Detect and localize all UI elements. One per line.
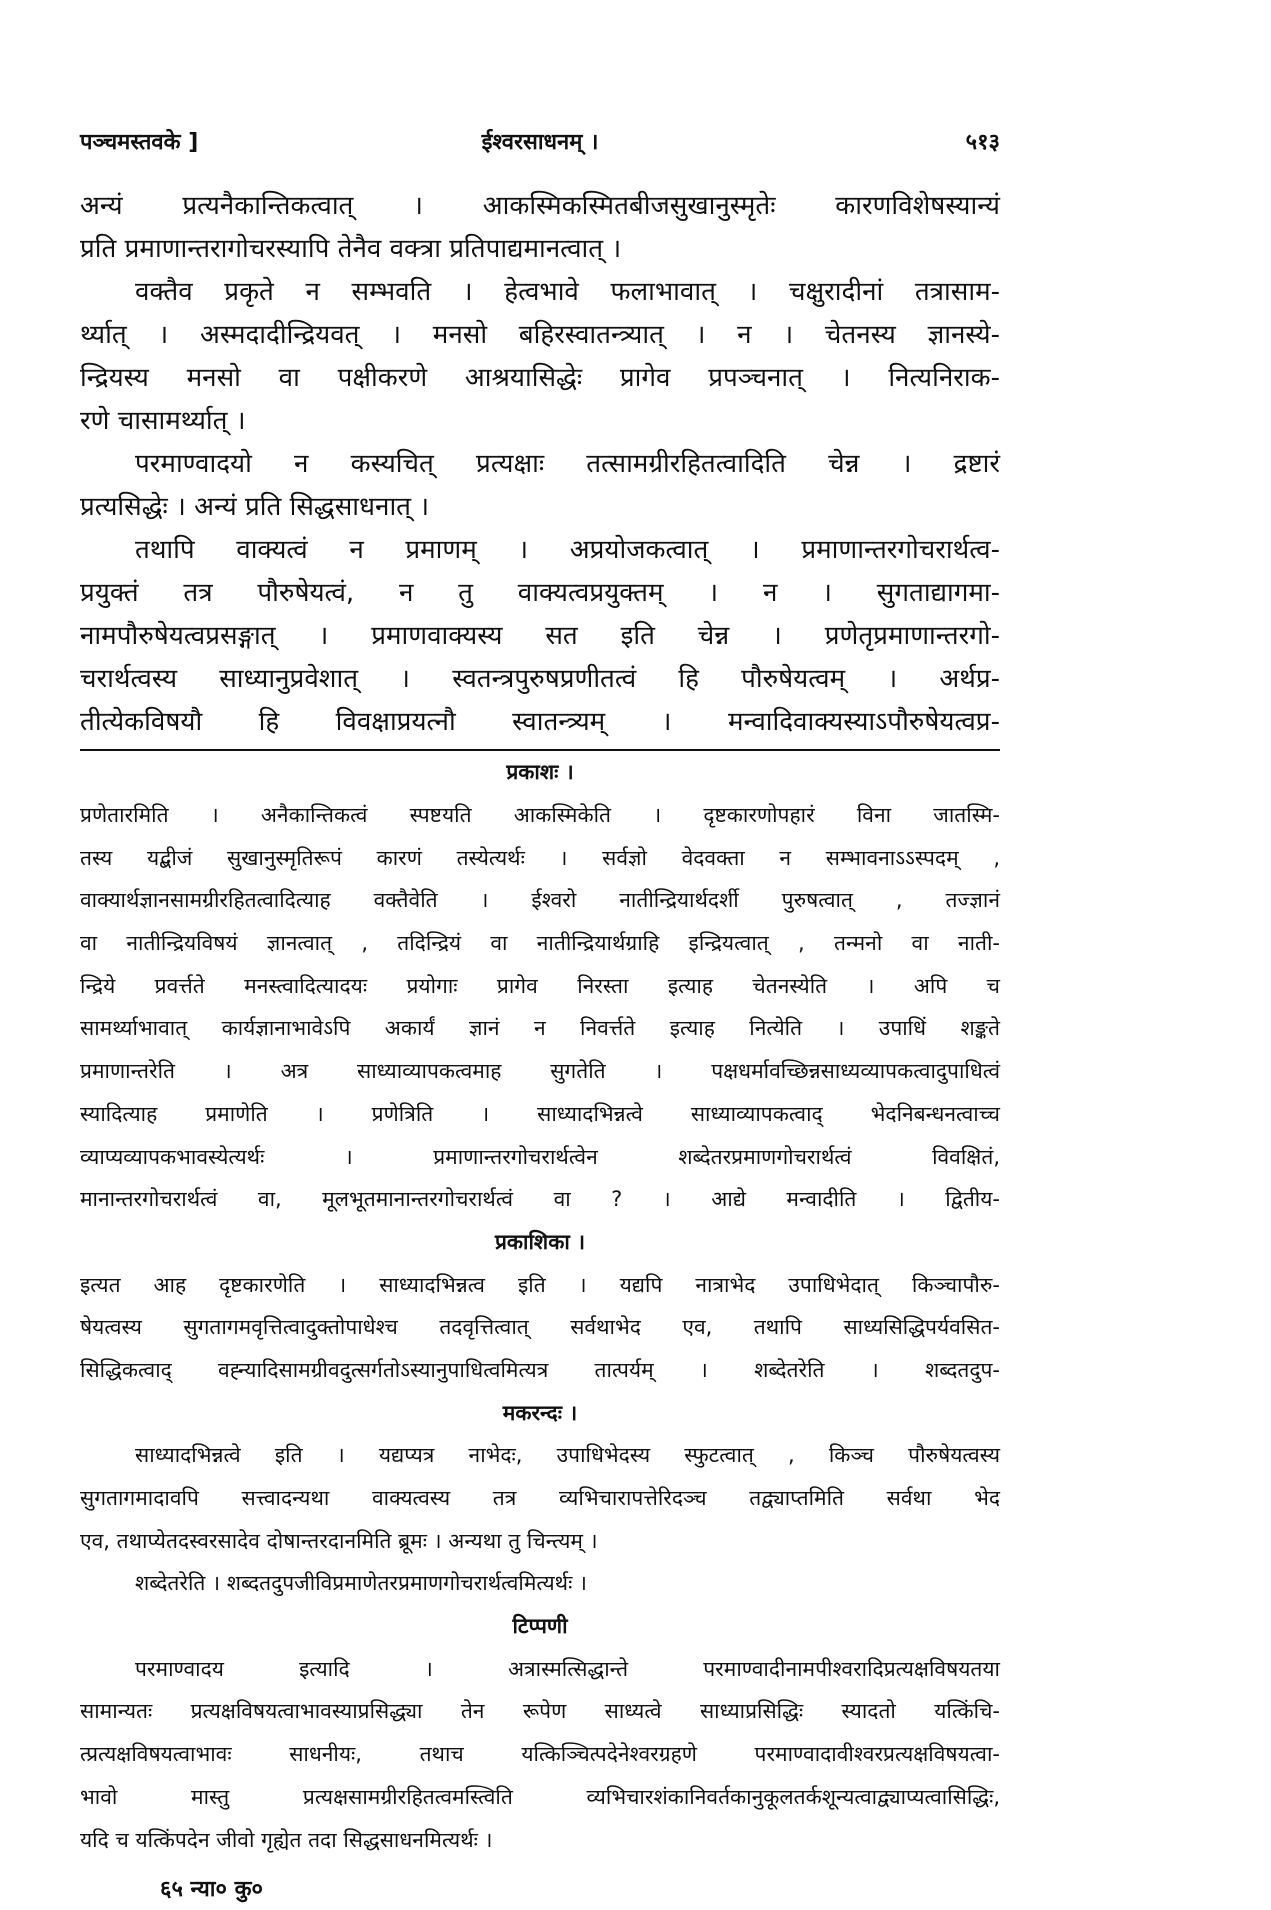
main-text-line: वक्तैव प्रकृते न सम्भवति । हेत्वभावे फलाभावात् । चक्षुरादीनां तत्रासाम- <box>135 277 1000 307</box>
main-text-line: अन्यं प्रत्यनैकान्तिकत्वात् । आकस्मिकस्मितबीजसुखानुस्मृतेः कारणविशेषस्यान्यं <box>80 191 1000 221</box>
commentary-line: सामर्थ्याभावात् कार्यज्ञानाभावेऽपि अकार्यं ज्ञानं न निवर्त्तते इत्याह नित्येति । उपाधिं शङ्कते <box>80 1016 1000 1041</box>
commentary-line: वा नातीन्द्रियविषयं ज्ञानत्वात् , तदिन्द्रियं वा नातीन्द्रियार्थग्राहि इन्द्रियत्वात् , तन्मनो वा नाती- <box>80 931 1000 956</box>
commentary-line: वाक्यार्थज्ञानसामग्रीरहितत्वादित्याह वक्तैवेति । ईश्वरो नातीन्द्रियार्थदर्शी पुरुषत्वात् , तज्ज्ञानं <box>80 888 1000 913</box>
main-text-line: प्रयुक्तं तत्र पौरुषेयत्वं, न तु वाक्यत्वप्रयुक्तम् । न । सुगताद्यागमा- <box>80 578 1000 608</box>
commentary-line: स्यादित्याह प्रमाणेति । प्रणेत्रिति । साध्यादभिन्नत्वे साध्याव्यापकत्वाद् भेदनिबन्धनत्वाच्च <box>80 1101 1000 1126</box>
commentary-line: एव, तथाप्येतदस्वरसादेव दोषान्तरदानमिति ब्रूमः । अन्यथा तु चिन्त्यम् । <box>80 1528 598 1553</box>
commentary-block <box>80 794 1000 1861</box>
commentary-line: शब्देतरेति । शब्दतदुपजीविप्रमाणेतरप्रमाणगोचरार्थत्वमित्यर्थः । <box>135 1571 587 1596</box>
main-text-line: तीत्येकविषयौ हि विवक्षाप्रयत्नौ स्वातन्त्र्यम् । मन्वादिवाक्यस्याऽपौरुषेयत्वप्र- <box>80 707 1000 737</box>
commentary-heading: मकरन्दः । <box>502 1400 578 1425</box>
commentary-line: भावो मास्तु प्रत्यक्षसामग्रीरहितत्वमस्त्विति व्यभिचारशंकानिवर्तकानुकूलतर्कशून्यत्वाद्व्याप्यत्वासिद्धिः, <box>80 1784 1000 1809</box>
main-text <box>80 185 1000 744</box>
commentary-heading-prakasha: प्रकाशः । <box>506 760 574 784</box>
section-divider <box>80 749 1000 751</box>
page-title: ईश्वरसाधनम् । <box>481 130 599 155</box>
main-text-line: परमाण्वादयो न कस्यचित् प्रत्यक्षाः तत्सामग्रीरहितत्वादिति चेन्न । द्रष्टारं <box>135 449 1000 479</box>
running-head <box>80 126 1000 160</box>
commentary-line: मानान्तरगोचरार्थत्वं वा, मूलभूतमानान्तरगोचरार्थत्वं वा ? । आद्ये मन्वादीति । द्वितीय- <box>80 1187 1000 1212</box>
commentary-line: तस्य यद्बीजं सुखानुस्मृतिरूपं कारणं तस्येत्यर्थः । सर्वज्ञो वेदवक्ता न सम्भावनाऽऽस्पदम् , <box>80 845 1000 870</box>
footer-signature: ६५ न्या० कु० <box>160 1877 263 1902</box>
commentary-line: त्प्रत्यक्षविषयत्वाभावः साधनीयः, तथाच यत्किञ्चित्पदेनेश्वरग्रहणे परमाण्वादावीश्वरप्रत्यक्षविषयत्वा- <box>80 1742 1000 1767</box>
main-text-line: प्रति प्रमाणान्तरागोचरस्यापि तेनैव वक्त्रा प्रतिपाद्यमानत्वात् । <box>80 234 622 264</box>
main-text-line: प्रत्यसिद्धेः । अन्यं प्रति सिद्धसाधनात् । <box>80 492 430 522</box>
commentary-heading: प्रकाशिका । <box>494 1229 586 1254</box>
commentary-line: प्रणेतारमिति । अनैकान्तिकत्वं स्पष्टयति आकस्मिकेति । दृष्टकारणोपहारं विना जातस्मि- <box>80 803 1000 827</box>
commentary-line: व्याप्यव्यापकभावस्येत्यर्थः । प्रमाणान्तरगोचरार्थत्वेन शब्देतरप्रमाणगोचरार्थत्वं विवक्षितं, <box>80 1144 1000 1169</box>
commentary-line: इत्यत आह दृष्टकारणेति । साध्यादभिन्नत्व इति । यद्यपि नात्राभेद उपाधिभेदात् किञ्चापौरु- <box>80 1272 1000 1297</box>
commentary-line: यदि च यत्किंपदेन जीवो गृह्येत तदा सिद्धसाधनमित्यर्थः । <box>80 1827 493 1852</box>
main-text-line: रणे चासामर्थ्यात् । <box>80 406 246 436</box>
main-text-line: चरार्थत्वस्य साध्यानुप्रवेशात् । स्वतन्त्रपुरुषप्रणीतत्वं हि पौरुषेयत्वम् । अर्थप्र- <box>80 664 1000 694</box>
commentary-line: प्रमाणान्तरेति । अत्र साध्याव्यापकत्वमाह सुगतेति । पक्षधर्मावच्छिन्नसाध्यव्यापकत्वादुपाधित्वं <box>80 1059 1000 1084</box>
main-text-line: र्थ्यात् । अस्मदादीन्द्रियवत् । मनसो बहिरस्वातन्त्र्यात् । न । चेतनस्य ज्ञानस्ये- <box>80 320 1000 350</box>
commentary-line: षेयत्वस्य सुगतागमवृत्तित्वादुक्तोपाधेश्च तदवृत्तित्वात् सर्वथाभेद एव, तथापि साध्यसिद्धिपर्यवसित- <box>80 1315 1000 1340</box>
commentary-line: सामान्यतः प्रत्यक्षविषयत्वाभावस्याप्रसिद्ध्या तेन रूपेण साध्यत्वे साध्याप्रसिद्धिः स्यादतो यत्किंचि- <box>80 1699 1000 1724</box>
main-text-line: नामपौरुषेयत्वप्रसङ्गात् । प्रमाणवाक्यस्य सत इति चेन्न । प्रणेतृप्रमाणान्तरगो- <box>80 621 1000 651</box>
section-label: पञ्चमस्तवके ] <box>80 130 199 155</box>
commentary-line: परमाण्वादय इत्यादि । अत्रास्मत्सिद्धान्ते परमाण्वादीनामपीश्वरादिप्रत्यक्षविषयतया <box>135 1656 1000 1681</box>
commentary-line: सिद्धिकत्वाद् वह्न्यादिसामग्रीवदुत्सर्गतोऽस्यानुपाधित्वमित्यत्र तात्पर्यम् । शब्देतरेति । शब्दतदुप- <box>80 1357 1000 1382</box>
main-text-line: न्द्रियस्य मनसो वा पक्षीकरणे आश्रयासिद्धेः प्रागेव प्रपञ्चनात् । नित्यनिराक- <box>80 363 1000 393</box>
page-number: ५१३ <box>965 130 1000 155</box>
commentary-line: साध्यादभिन्नत्वे इति । यद्यप्यत्र नाभेदः, उपाधिभेदस्य स्फुटत्वात् , किञ्च पौरुषेयत्वस्य <box>135 1443 1000 1468</box>
commentary-line: न्द्रिये प्रवर्त्तते मनस्त्वादित्यादयः प्रयोगाः प्रागेव निरस्ता इत्याह चेतनस्येति । अपि च <box>80 973 1000 998</box>
commentary-heading: टिप्पणी <box>512 1614 568 1639</box>
main-text-line: तथापि वाक्यत्वं न प्रमाणम् । अप्रयोजकत्वात् । प्रमाणान्तरगोचरार्थत्व- <box>135 535 1000 565</box>
commentary-line: सुगतागमादावपि सत्त्वादन्यथा वाक्यत्वस्य तत्र व्यभिचारापत्तेरिदञ्च तद्व्याप्तमिति सर्वथा भेद <box>80 1486 1000 1510</box>
